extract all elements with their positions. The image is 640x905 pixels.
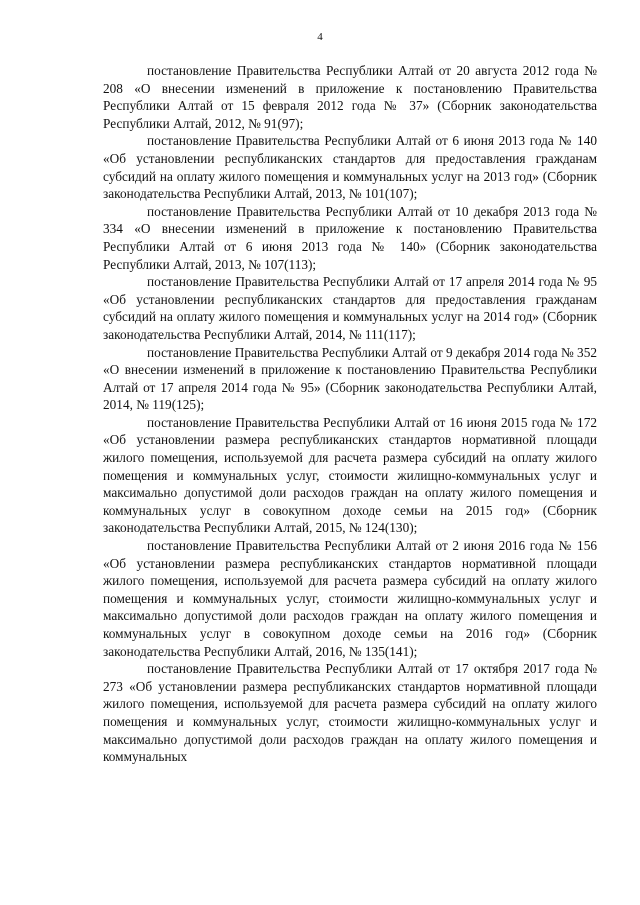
paragraph-8: постановление Правительства Республики Алтай от 17 октября 2017 года № 273 «Об установлении размера республиканских стандартов нормативной площади жилого помещения, используемой для расчета размера субсидий на оплату жилого помещения и коммунальных услуг, стоимости жилищно-коммунальных услуг и максимально допустимой доли расходов граждан на оплату жилого помещения и коммунальных [103, 661, 597, 765]
document-body [103, 62, 597, 766]
paragraph-5: постановление Правительства Республики Алтай от 9 декабря 2014 года № 352 «О внесении изменений в приложение к постановлению Правительства Республики Алтай от 17 апреля 2014 года № 95» (Сборник законодательства Республики Алтай, 2014, № 119(125); [103, 344, 597, 413]
paragraph-2: постановление Правительства Республики Алтай от 6 июня 2013 года № 140 «Об установлении республиканских стандартов для предоставления гражданам субсидий на оплату жилого помещения и коммунальных услуг на 2013 год» (Сборник законодательства Республики Алтай, 2013, № 101(107); [103, 133, 597, 202]
paragraph-7: постановление Правительства Республики Алтай от 2 июня 2016 года № 156 «Об установлении размера республиканских стандартов нормативной площади жилого помещения, используемой для расчета размера субсидий на оплату жилого помещения и коммунальных услуг, стоимости жилищно-коммунальных услуг и максимально допустимой доли расходов граждан на оплату жилого помещения и коммунальных услуг в совокупном доходе семьи на 2016 год» (Сборник законодательства Республики Алтай, 2016, № 135(141); [103, 538, 597, 659]
paragraph-3: постановление Правительства Республики Алтай от 10 декабря 2013 года № 334 «О внесении изменений в приложение к постановлению Правительства Республики Алтай от 6 июня 2013 года № 140» (Сборник законодательства Республики Алтай, 2013, № 107(113); [103, 203, 597, 272]
paragraph-4: постановление Правительства Республики Алтай от 17 апреля 2014 года № 95 «Об установлении республиканских стандартов для предоставления гражданам субсидий на оплату жилого помещения и коммунальных услуг на 2014 год» (Сборник законодательства Республики Алтай, 2014, № 111(117); [103, 274, 597, 342]
page-number: 4 [317, 31, 323, 43]
paragraph-1: постановление Правительства Республики Алтай от 20 августа 2012 года № 208 «О внесении изменений в приложение к постановлению Правительства Республики Алтай от 15 февраля 2012 года № 37» (Сборник законодательства Республики Алтай, 2012, № 91(97); [103, 63, 597, 131]
paragraph-6: постановление Правительства Республики Алтай от 16 июня 2015 года № 172 «Об установлении размера республиканских стандартов нормативной площади жилого помещения, используемой для расчета размера субсидий на оплату жилого помещения и коммунальных услуг, стоимости жилищно-коммунальных услуг и максимально допустимой доли расходов граждан на оплату жилого помещения и коммунальных услуг в совокупном доходе семьи на 2015 год» (Сборник законодательства Республики Алтай, 2015, № 124(130); [103, 414, 597, 536]
